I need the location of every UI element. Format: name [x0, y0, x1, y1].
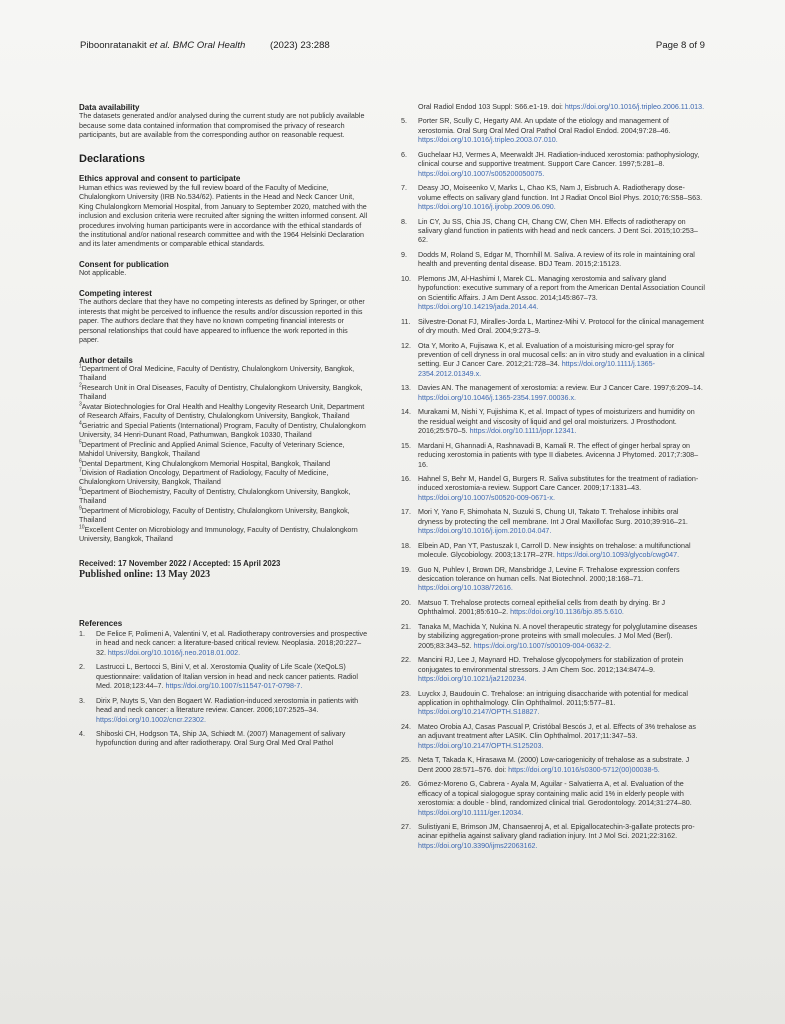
data-availability-heading: Data availability	[79, 103, 140, 112]
references-list-left	[79, 630, 369, 749]
reference-doi-link[interactable]: https://doi.org/10.2147/OPTH.S18827.	[418, 708, 540, 717]
page-number: Page 8 of 9	[655, 40, 705, 51]
reference-doi-link[interactable]: https://doi.org/10.2147/OPTH.S125203.	[418, 741, 544, 750]
running-header-citation: (2023) 23:288	[270, 40, 330, 51]
reference-item	[401, 780, 705, 818]
reference-doi-link[interactable]: https://doi.org/10.1007/s11547-017-0798-7.	[165, 682, 303, 691]
reference-text: Hahnel S, Behr M, Handel G, Burgers R. Saliva substitutes for the treatment of radiation-induced xerostomia-a review. Support Care Cancer. 2009;17:1331–43.	[418, 474, 699, 493]
affiliation-number: 6	[79, 458, 82, 465]
reference-number: 17.	[401, 508, 411, 517]
affiliation-item	[79, 441, 369, 460]
reference-number: 20.	[401, 598, 411, 607]
reference-doi-link[interactable]: https://doi.org/10.1136/bjo.85.5.610.	[510, 608, 624, 617]
reference-text: Lastrucci L, Bertocci S, Bini V, et al. Xerostomia Quality of Life Scale (XeQoLS) questionnaire: validation of Italian version in head and neck cancer patients. Radiol Med. 2018;123:44–7.	[96, 663, 358, 691]
reference-item	[401, 566, 705, 594]
reference-number: 18.	[401, 541, 411, 550]
affiliation-number: 2	[79, 382, 82, 389]
affiliation-list	[79, 365, 369, 545]
reference-item	[401, 384, 705, 403]
reference-item	[79, 630, 369, 658]
reference-text: Dirix P, Nuyts S, Van den Bogaert W. Radiation-induced xerostomia in patients with head and neck cancer: a literature review. Cancer. 2006;107:2525–34.	[96, 696, 359, 715]
reference-text: Sulistiyani E, Brimson JM, Chansaenroj A, et al. Epigallocatechin-3-gallate protects pro-acinar epithelia against salivary gland radiation injury. Int J Mol Sci. 2021;22:3162.	[418, 823, 695, 841]
reference-number: 9.	[401, 250, 407, 259]
declarations-heading: Declarations	[79, 152, 146, 165]
reference-text: Tanaka M, Machida Y, Nukina N. A novel therapeutic strategy for polyglutamine diseases by stabilizing aggregation-prone proteins with small molecules. J Mol Med (Berl). 2005;83:343–52.	[418, 622, 698, 650]
reference-number: 8.	[401, 217, 407, 226]
reference-doi-link[interactable]: https://doi.org/10.1002/cncr.22302.	[96, 715, 206, 724]
right-column	[401, 103, 705, 856]
reference-text: Luyckx J, Baudouin C. Trehalose: an intriguing disaccharide with potential for medical application in ophthalmology. Clin Ophthalmol. 2011;5:577–81.	[418, 689, 688, 708]
ethics-text: Human ethics was reviewed by the full review board of the Faculty of Medicine, Chulalongkorn University (IRB No.534/62). Patients in the Head and Neck Cancer Unit, King Chulalongkorn Memorial Hospital, from January to September 2020, matched with the inclusion and exclusion criteria were recruited after signing the written informed consent. All procedures involving human participants were in accordance with the ethical standards of the institutional and/or national research committee and with the 1964 Helsinki Declaration and its later amendments or comparable ethical standards.	[79, 183, 368, 249]
reference-text: Gómez-Moreno G, Cabrera - Ayala M, Aguilar - Salvatierra A, et al. Evaluation of the efficacy of a topical sialogogue spray containing malic acid 1% in elderly people with xerostomia: a double - blind, randomized clinical trial. Gerodontology. 2014;31:274–80.	[418, 780, 692, 808]
affiliation-item	[79, 488, 369, 507]
reference-text: Davies AN. The management of xerostomia: a review. Eur J Cancer Care. 1997;6:209–14.	[418, 384, 703, 393]
affiliation-number: 8	[79, 486, 82, 493]
reference-item	[401, 656, 705, 684]
reference-number: 12.	[401, 341, 411, 350]
affiliation-text: Department of Oral Medicine, Faculty of Dentistry, Chulalongkorn University, Bangkok, Thailand	[79, 364, 355, 383]
reference-number: 7.	[401, 184, 407, 193]
reference-item	[401, 117, 705, 145]
ethics-heading: Ethics approval and consent to participate	[79, 174, 241, 184]
reference-doi-link[interactable]: https://doi.org/10.1111/ger.12034.	[418, 808, 524, 817]
affiliation-number: 7	[79, 467, 82, 474]
reference-number: 24.	[401, 722, 411, 731]
affiliation-text: Research Unit in Oral Diseases, Faculty of Dentistry, Chulalongkorn University, Bangkok, Thailand	[79, 383, 363, 402]
reference-text: Mancini RJ, Lee J, Maynard HD. Trehalose glycopolymers for stabilization of protein conjugates to environmental stressors. J Am Chem Soc. 2012;134:8474–9.	[418, 656, 684, 674]
reference-text: Lin CY, Ju SS, Chia JS, Chang CH, Chang CW, Chen MH. Effects of radiotherapy on salivary gland function in patients with head and neck cancers. J Dent Sci. 2015;10:253–62.	[418, 217, 698, 245]
reference-item	[401, 823, 705, 851]
reference-item	[401, 599, 705, 618]
affiliation-item	[79, 507, 369, 526]
reference-number: 11.	[401, 317, 411, 326]
reference-number: 19.	[401, 565, 411, 574]
affiliation-number: 5	[79, 439, 82, 446]
reference-item	[401, 184, 705, 212]
reference-item	[401, 442, 705, 470]
reference-item	[401, 723, 705, 751]
reference-doi-link[interactable]: https://doi.org/10.1111/jopr.12341.	[469, 427, 577, 436]
reference-text: Guo N, Puhlev I, Brown DR, Mansbridge J, Levine F. Trehalose expression confers desiccation tolerance on human cells. Nat Biotechnol. 2000;18:168–71.	[418, 565, 680, 584]
reference-text: Matsuo T. Trehalose protects corneal epithelial cells from death by drying. Br J Ophthalmol. 2001;85:610–2.	[418, 598, 666, 617]
reference-number: 2.	[79, 663, 85, 672]
reference-item	[401, 408, 705, 436]
reference-text: Deasy JO, Moiseenko V, Marks L, Chao KS, Nam J, Eisbruch A. Radiotherapy dose-volume effects on salivary gland function. Int J Radiat Oncol Biol Phys. 2010;76:S58–S63.	[418, 184, 703, 202]
reference-text: Mori Y, Yano F, Shimohata N, Suzuki S, Chung UI, Takato T. Trehalose inhibits oral dryness by protecting the cell membrane. Int J Oral Maxillofac Surg. 2010;39:916–21.	[418, 508, 688, 526]
reference-doi-link[interactable]: https://doi.org/10.1016/j.tripleo.2003.07.010.	[418, 136, 558, 145]
references-list-right	[401, 117, 705, 851]
affiliation-text: Department of Microbiology, Faculty of Dentistry, Chulalongkorn University, Bangkok, Thailand	[79, 506, 350, 525]
reference-doi-link[interactable]: https://doi.org/10.1007/s00520-009-0671-x.	[418, 493, 555, 502]
reference-number: 26.	[401, 780, 411, 789]
reference-doi-link[interactable]: https://doi.org/10.1016/s0300-5712(00)00038-5.	[508, 765, 660, 774]
reference-doi-link[interactable]: https://doi.org/10.1007/s00109-004-0632-2.	[473, 641, 611, 650]
reference-item	[401, 151, 705, 179]
running-header-author: Piboonratanakit et al. BMC Oral Health	[80, 40, 246, 51]
reference-item	[401, 251, 705, 270]
reference-doi-link[interactable]: https://doi.org/10.1016/j.tripleo.2006.11.013.	[564, 103, 705, 111]
reference-text: Neta T, Takada K, Hirasawa M. (2000) Low-cariogenicity of trehalose as a substrate. J Dent 2000 28:571–576. doi:	[418, 756, 690, 774]
reference-text: Mateo Orobia AJ, Casas Pascual P, Cristóbal Bescós J, et al. Effects of 3% trehalose as an adjuvant treatment after LASIK. Clin Ophthalmol. 2017;11:347–53.	[418, 722, 696, 741]
reference-doi-link[interactable]: https://doi.org/10.1016/j.neo.2018.01.002.	[107, 648, 241, 657]
affiliation-text: Dental Department, King Chulalongkorn Memorial Hospital, Bangkok, Thailand	[81, 459, 331, 468]
affiliation-text: Avatar Biotechnologies for Oral Health and Healthy Longevity Research Unit, Department of Research Affairs, Faculty of Dentistry, Chulalongkorn University, Bangkok, Thailand	[79, 402, 365, 421]
reference-number: 15.	[401, 441, 411, 450]
reference-doi-link[interactable]: https://doi.org/10.3390/ijms22063162.	[418, 841, 538, 850]
reference-doi-link[interactable]: https://doi.org/10.1016/j.ijom.2010.04.047.	[418, 527, 552, 536]
reference-text: Porter SR, Scully C, Hegarty AM. An update of the etiology and management of xerostomia. Oral Surg Oral Med Oral Pathol Oral Radiol Endod. 2004;97:28–46.	[418, 117, 671, 135]
reference-text: Dodds M, Roland S, Edgar M, Thornhill M. Saliva. A review of its role in maintaining oral health and preventing dental disease. BDJ Team. 2015;2:15123.	[418, 250, 695, 269]
reference-item	[401, 342, 705, 380]
reference-item	[401, 475, 705, 503]
reference-doi-link[interactable]: https://doi.org/10.1007/s005200050075.	[418, 169, 545, 178]
left-column	[79, 103, 369, 754]
affiliation-item	[79, 403, 369, 422]
reference-item	[79, 663, 369, 691]
reference-number: 25.	[401, 756, 411, 765]
reference-number: 16.	[401, 474, 411, 483]
reference-number: 14.	[401, 408, 411, 417]
reference-text: Ota Y, Morito A, Fujisawa K, et al. Evaluation of a moisturising micro-gel spray for prevention of cell dryness in oral mucosal cells: an in vitro study and evaluation in a clinical setting. Eur J Cancer Care. 2012;21:728–34.	[418, 341, 705, 369]
affiliation-item	[79, 422, 369, 441]
reference-text: De Felice F, Polimeni A, Valentini V, et al. Radiotherapy controversies and prospective in head and neck cancer: a literature-based critical review. Neoplasia. 2018;20:227–32.	[96, 629, 368, 657]
reference-item	[401, 690, 705, 718]
reference-text: Mardani H, Ghannadi A, Rashnavadi B, Kamali R. The effect of ginger herbal spray on reducing xerostomia in patients with type II diabetes. Avicenna J Phytomed. 2017;7:308–16.	[418, 441, 699, 469]
reference-number: 10.	[401, 274, 411, 283]
affiliation-item	[79, 384, 369, 403]
reference-doi-link[interactable]: https://doi.org/10.1046/j.1365-2354.1997.00036.x.	[418, 393, 577, 402]
reference-number: 22.	[401, 656, 411, 665]
affiliation-text: Excellent Center on Microbiology and Immunology, Faculty of Dentistry, Chulalongkorn University, Bangkok, Thailand	[79, 525, 358, 544]
affiliation-item	[79, 460, 369, 469]
reference-item	[401, 542, 705, 561]
reference-item	[401, 756, 705, 775]
reference-number: 21.	[401, 622, 411, 631]
reference-item	[401, 318, 705, 337]
competing-heading: Competing interest	[79, 288, 152, 298]
reference-doi-link[interactable]: https://doi.org/10.1021/ja2120234.	[418, 675, 527, 684]
reference-doi-link[interactable]: https://doi.org/10.1093/glycob/cwg047.	[556, 551, 680, 560]
published-online-date: Published online: 13 May 2023	[79, 569, 211, 581]
affiliation-item	[79, 469, 369, 488]
affiliation-number: 4	[79, 420, 82, 427]
references-heading: References	[79, 619, 123, 629]
reference-item	[79, 730, 369, 749]
reference-number: 3.	[79, 696, 85, 705]
reference-number: 5.	[401, 117, 407, 126]
competing-text: The authors declare that they have no competing interests as defined by Springer, or other interests that might be perceived to influence the results and/or discussion reported in this paper. The authors declare that they have no known competing financial interests or personal relationships that could have appeared to influence the work reported in this paper.	[79, 298, 365, 345]
reference-number: 6.	[401, 150, 407, 159]
reference-item	[401, 508, 705, 536]
reference-continuation: Oral Radiol Endod 103 Suppl: S66.e1-19. doi: https://doi.org/10.1016/j.tripleo.2006.11.013.	[418, 103, 705, 111]
reference-doi-link[interactable]: https://doi.org/10.1111/j.1365-2354.2012.01349.x.	[418, 360, 655, 378]
reference-number: 4.	[79, 730, 85, 739]
author-details-heading: Author details	[79, 355, 133, 365]
data-availability-text: The datasets generated and/or analysed during the current study are not publicly available because some data contained information that compromised the privacy of research participants, but are available from the corresponding author on reasonable request.	[79, 112, 365, 140]
consent-text: Not applicable.	[79, 269, 127, 278]
reference-item	[401, 218, 705, 246]
reference-item	[401, 275, 705, 313]
reference-item	[79, 697, 369, 725]
received-accepted-dates: Received: 17 November 2022 / Accepted: 15 April 2023	[79, 558, 281, 568]
affiliation-text: Department of Preclinic and Applied Animal Science, Faculty of Veterinary Science, Mahidol University, Bangkok, Thailand	[79, 440, 345, 459]
affiliation-item	[79, 526, 369, 545]
affiliation-item	[79, 365, 369, 384]
reference-text: Elbein AD, Pan YT, Pastuszak I, Carroll D. New insights on trehalose: a multifunctional molecule. Glycobiology. 2003;13:17R–27R.	[418, 541, 691, 560]
reference-number: 27.	[401, 823, 411, 831]
reference-doi-link[interactable]: https://doi.org/10.1038/72616.	[418, 584, 513, 593]
affiliation-number: 9	[79, 505, 82, 512]
reference-number: 23.	[401, 689, 411, 698]
reference-doi-link[interactable]: https://doi.org/10.1016/j.ijrobp.2009.06.090.	[418, 203, 556, 212]
affiliation-number: 10	[79, 524, 85, 531]
affiliation-number: 1	[79, 363, 82, 370]
reference-text: Murakami M, Nishi Y, Fujishima K, et al. Impact of types of moisturizers and humidity on the residual weight and viscosity of liquid and gel oral moisturizers. J Prosthodont. 2016;25:570–5.	[418, 408, 695, 436]
affiliation-text: Department of Biochemistry, Faculty of Dentistry, Chulalongkorn University, Bangkok, Thailand	[79, 487, 351, 506]
reference-text: Shiboski CH, Hodgson TA, Ship JA, Schiødt M. (2007) Management of salivary hypofunction during and after radiotherapy. Oral Surg Oral Med Oral Pathol	[96, 730, 346, 748]
affiliation-text: Division of Radiation Oncology, Department of Radiology, Faculty of Medicine, Chulalongkorn University, Bangkok, Thailand	[79, 468, 329, 487]
consent-heading: Consent for publication	[79, 259, 169, 269]
reference-number: 1.	[79, 629, 85, 638]
reference-number: 13.	[401, 384, 411, 393]
reference-doi-link[interactable]: https://doi.org/10.14219/jada.2014.44.	[418, 303, 539, 312]
reference-text: Plemons JM, Al-Hashimi I, Marek CL. Managing xerostomia and salivary gland hypofunction: executive summary of a report from the American Dental Association Council on Scientific Affairs. J Am Dent Assoc. 2014;145:867–73.	[418, 274, 705, 302]
affiliation-text: Geriatric and Special Patients (International) Program, Faculty of Dentistry, Chulalongkorn University, 34 Henri-Dunant Road, Pathumwan, Bangkok 10330, Thailand	[79, 421, 366, 440]
reference-text: Silvestre-Donat FJ, Miralles-Jorda L, Martinez-Mihi V. Protocol for the clinical management of dry mouth. Med Oral. 2004;9:273–9.	[418, 317, 704, 336]
reference-item	[401, 623, 705, 651]
affiliation-number: 3	[79, 401, 82, 408]
reference-text: Guchelaar HJ, Vermes A, Meerwaldt JH. Radiation-induced xerostomia: pathophysiology, clinical course and supportive treatment. Support Care Cancer. 1997;5:281–8.	[418, 150, 700, 169]
running-header	[80, 40, 705, 54]
